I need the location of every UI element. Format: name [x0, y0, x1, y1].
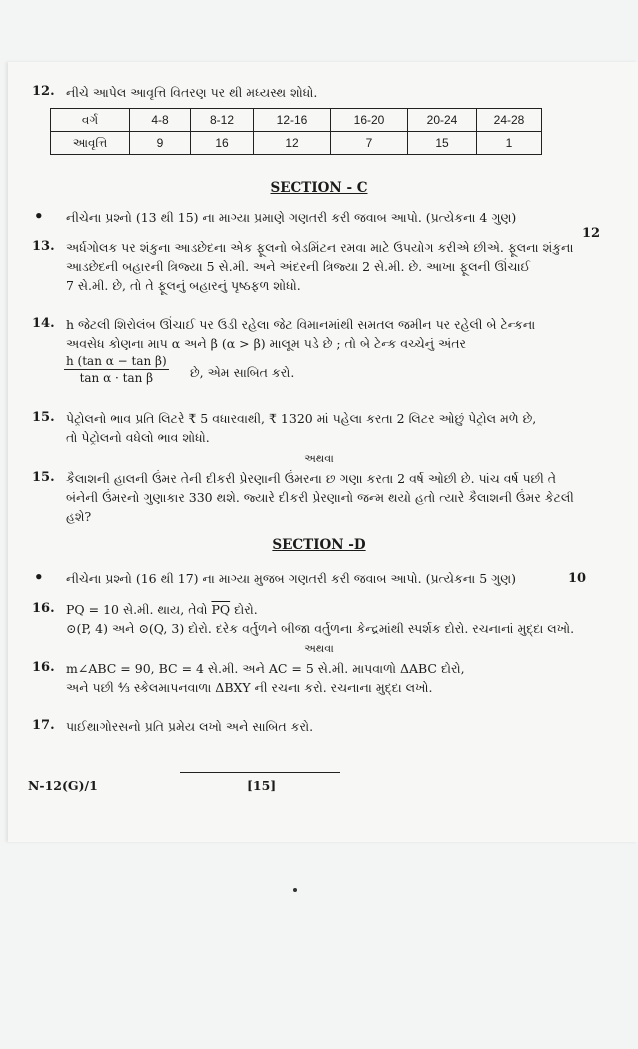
question-14-tail: છે, એમ સાબિત કરો. [190, 365, 295, 380]
question-16a-text: PQ = 10 સે.મી. થાય, તેવો [66, 602, 208, 617]
fraction-numerator: h (tan α − tan β) [66, 354, 167, 368]
or-separator: અથવા [304, 642, 334, 655]
section-d-marks: 10 [568, 571, 587, 586]
section-c-instruction: નીચેના પ્રશ્નો (13 થી 15) ના માગ્યા પ્રમાણે ગણતરી કરી જવાબ આપો. (પ્રત્યેકના 4 ગુણ) [66, 210, 517, 225]
table-cell: 24-28 [477, 109, 542, 132]
frequency-table [50, 108, 542, 155]
question-number-15b: 15. [32, 470, 55, 485]
table-cell: 7 [331, 132, 408, 155]
question-15a-line-1: પેટ્રોલનો ભાવ પ્રતિ લિટરે ₹ 5 વધારવાથી, ₹ 1320 માં પહેલા કરતા 2 લિટર ઓછું પેટ્રોલ મળે છે, [66, 411, 537, 426]
section-d-title: SECTION -D [272, 537, 366, 553]
question-13-line-1: અર્ધગોલક પર શંકુના આડછેદના એક ફૂલનો બેડમિંટન રમવા માટે ઉપયોગ કરીએ છીએ. ફૂલના શંકુના [66, 240, 574, 255]
table-cell: 4-8 [130, 109, 191, 132]
question-13-line-2: આડછેદની બહારની ત્રિજ્યા 5 સે.મી. અને અંદરની ત્રિજ્યા 2 સે.મી. છે. આખા ફૂલની ઊંચાઈ [66, 259, 531, 274]
question-14-line-2: અવસેધ કોણના માપ α અને β (α > β) માલૂમ પડે છે ; તો બે ટેન્ક વચ્ચેનું અંતર [66, 336, 466, 351]
table-cell: 12-16 [254, 109, 331, 132]
paper-code: N-12(G)/1 [28, 778, 98, 793]
page-number: [15] [247, 778, 277, 793]
table-cell: આવૃત્તિ [51, 132, 130, 155]
distance-fraction [64, 354, 169, 385]
section-c-marks: 12 [582, 226, 601, 241]
bullet-icon: • [34, 568, 44, 586]
table-cell: 12 [254, 132, 331, 155]
section-c-title: SECTION - C [270, 180, 368, 196]
table-cell: 15 [408, 132, 477, 155]
table-cell: 8-12 [191, 109, 254, 132]
table-cell: 9 [130, 132, 191, 155]
table-cell: 20-24 [408, 109, 477, 132]
table-row-frequency [51, 132, 542, 155]
section-d-instruction: નીચેના પ્રશ્નો (16 થી 17) ના માગ્યા મુજબ ગણતરી કરી જવાબ આપો. (પ્રત્યેકના 5 ગુણ) [66, 571, 517, 586]
table-cell: 16-20 [331, 109, 408, 132]
question-15b-line-2: બંનેની ઉંમરનો ગુણાકાર 330 થશે. જ્યારે દીકરી પ્રેરણાનો જન્મ થયો હતો ત્યારે કૈલાશની ઉંમર કેટલી [66, 490, 574, 505]
bullet-icon: • [34, 207, 44, 225]
fraction-denominator: tan α · tan β [79, 371, 154, 385]
question-15b-line-3: હશે? [66, 509, 92, 524]
question-15a-line-2: તો પેટ્રોલનો વધેલો ભાવ શોધો. [66, 430, 210, 445]
speck [293, 888, 297, 892]
table-row-class [51, 109, 542, 132]
table-cell: 16 [191, 132, 254, 155]
question-13-line-3: 7 સે.મી. છે, તો તે ફૂલનું બહારનું પૃષ્ઠફળ શોધો. [66, 278, 301, 293]
question-number-13: 13. [32, 239, 55, 254]
question-16a-line-1 [66, 600, 258, 619]
segment-pq: $\overline{PQ}$ [211, 602, 231, 617]
question-16b-line-2: અને પછી ⁴⁄₃ સ્કેલમાપનવાળા ΔBXY ની રચના કરો. રચનાના મુદ્દા લખો. [66, 680, 433, 695]
question-16a-text-end: દોરો. [234, 602, 258, 617]
question-14-line-1: h જેટલી શિરોલંબ ઊંચાઈ પર ઉડી રહેલા જેટ વિમાનમાંથી સમતલ જમીન પર રહેલી બે ટેન્કના [66, 317, 536, 332]
question-number-12: 12. [32, 84, 55, 99]
question-number-14: 14. [32, 316, 55, 331]
question-12-text: નીચે આપેલ આવૃત્તિ વિતરણ પર થી મધ્યસ્થ શોધો. [66, 85, 318, 100]
footer-divider [180, 772, 340, 773]
question-number-15a: 15. [32, 410, 55, 425]
question-17-text: પાઈથાગોરસનો પ્રતિ પ્રમેય લખો અને સાબિત કરો. [66, 719, 314, 734]
question-16a-line-2: ⊙(P, 4) અને ⊙(Q, 3) દોરો. દરેક વર્તુળને બીજા વર્તુળના કેન્દ્રમાંથી સ્પર્શક દોરો. રચનાનાં મુદ્દા લખો. [66, 621, 575, 636]
question-number-17: 17. [32, 718, 55, 733]
question-16b-line-1: m∠ABC = 90, BC = 4 સે.મી. અને AC = 5 સે.મી. માપવાળો ΔABC દોરો, [66, 661, 465, 676]
table-cell: 1 [477, 132, 542, 155]
question-number-16a: 16. [32, 601, 55, 616]
table-cell: વર્ગ [51, 109, 130, 132]
question-number-16b: 16. [32, 660, 55, 675]
question-15b-line-1: કૈલાશની હાલની ઉંમર તેની દીકરી પ્રેરણાની ઉંમરના છ ગણા કરતા 2 વર્ષ ઓછી છે. પાંચ વર્ષ પછી તે [66, 471, 557, 486]
or-separator: અથવા [304, 452, 334, 465]
